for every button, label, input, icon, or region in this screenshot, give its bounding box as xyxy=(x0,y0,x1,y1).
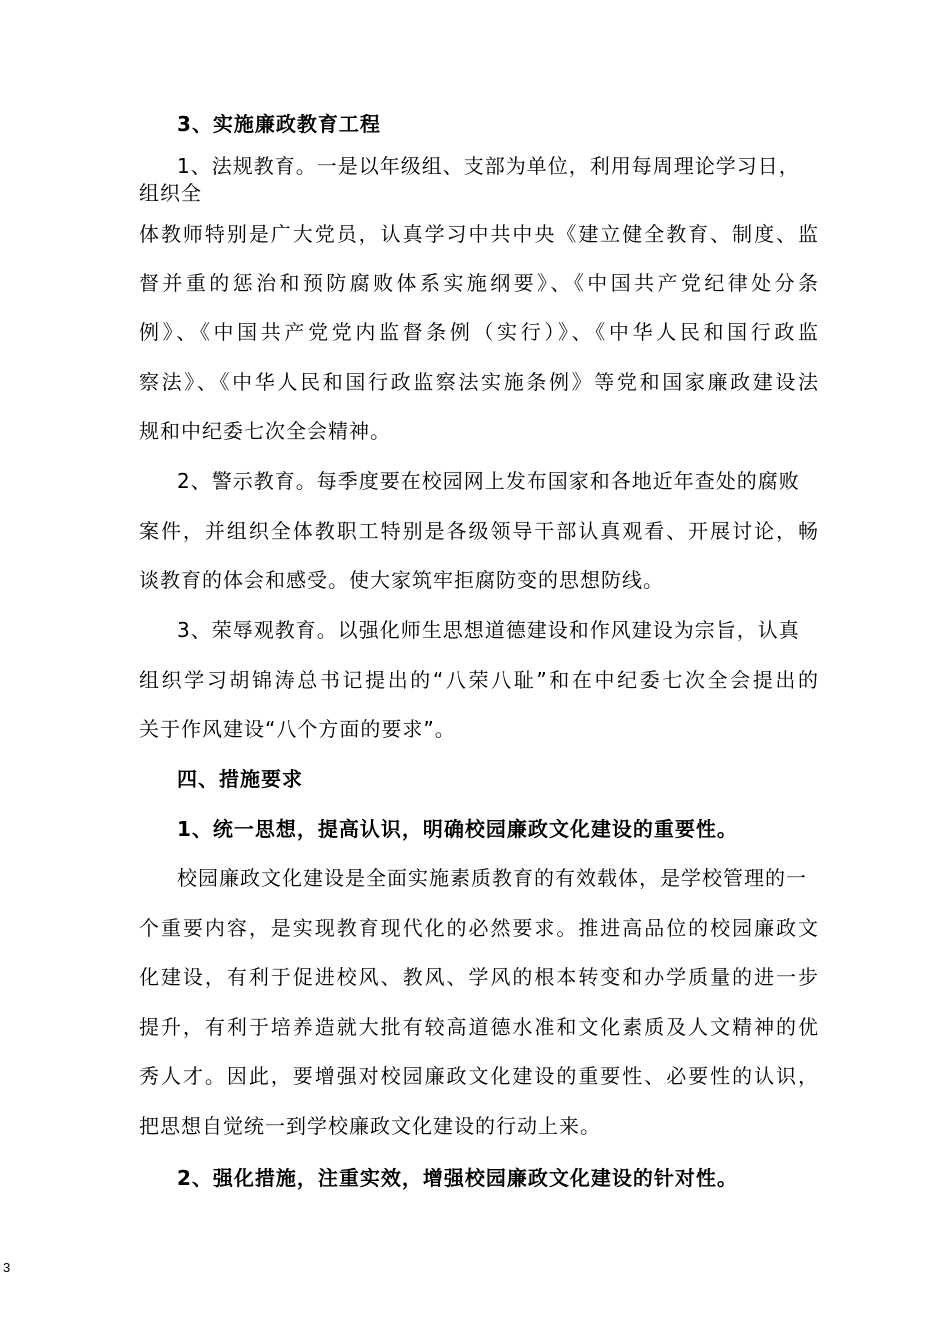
paragraph-line: 规和中纪委七次全会精神。 xyxy=(139,419,391,443)
paragraph-line: 校园廉政文化建设是全面实施素质教育的有效载体，是学校管理的一 xyxy=(177,866,807,890)
paragraph-line: 察法》、《中华人民和国行政监察法实施条例》等党和国家廉政建设法 xyxy=(139,370,819,394)
paragraph-line: 1、法规教育。一是以年级组、支部为单位，利用每周理论学习日， xyxy=(177,154,800,178)
paragraph-line: 谈教育的体会和感受。使大家筑牢拒腐防变的思想防线。 xyxy=(139,568,664,592)
paragraph-line: 提升，有利于培养造就大批有较高道德水准和文化素质及人文精神的优 xyxy=(139,1015,819,1039)
paragraph-line: 个重要内容，是实现教育现代化的必然要求。推进高品位的校园廉政文 xyxy=(139,916,819,940)
paragraph-line: 化建设，有利于促进校风、教风、学风的根本转变和办学质量的进一步 xyxy=(139,965,819,989)
paragraph-line: 组织学习胡锦涛总书记提出的“八荣八耻”和在中纪委七次全会提出的 xyxy=(139,668,819,692)
paragraph-line: 关于作风建设“八个方面的要求”。 xyxy=(139,717,456,741)
section-heading-4: 四、措施要求 xyxy=(177,767,303,791)
paragraph-line: 把思想自觉统一到学校廉政文化建设的行动上来。 xyxy=(139,1114,601,1138)
paragraph-line: 督并重的惩治和预防腐败体系实施纲要》、《中国共产党纪律处分条 xyxy=(139,271,819,295)
page-number: 3 xyxy=(3,1260,11,1275)
paragraph-line: 3、荣辱观教育。以强化师生思想道德建设和作风建设为宗旨，认真 xyxy=(177,618,800,642)
paragraph-line: 例》、《中国共产党党内监督条例（实行）》、《中华人民和国行政监 xyxy=(139,320,819,344)
subsection-heading-1: 1、统一思想，提高认识，明确校园廉政文化建设的重要性。 xyxy=(177,817,738,841)
section-heading-3: 3、实施廉政教育工程 xyxy=(177,112,381,136)
paragraph-line: 2、警示教育。每季度要在校园网上发布国家和各地近年查处的腐败 xyxy=(177,469,800,493)
paragraph-line: 组织全 xyxy=(139,181,202,205)
paragraph-line: 体教师特别是广大党员，认真学习中共中央《建立健全教育、制度、监 xyxy=(139,222,819,246)
paragraph-line: 秀人才。因此，要增强对校园廉政文化建设的重要性、必要性的认识， xyxy=(139,1064,819,1088)
paragraph-line: 案件，并组织全体教职工特别是各级领导干部认真观看、开展讨论，畅 xyxy=(139,519,819,543)
subsection-heading-2: 2、强化措施，注重实效，增强校园廉政文化建设的针对性。 xyxy=(177,1166,738,1190)
